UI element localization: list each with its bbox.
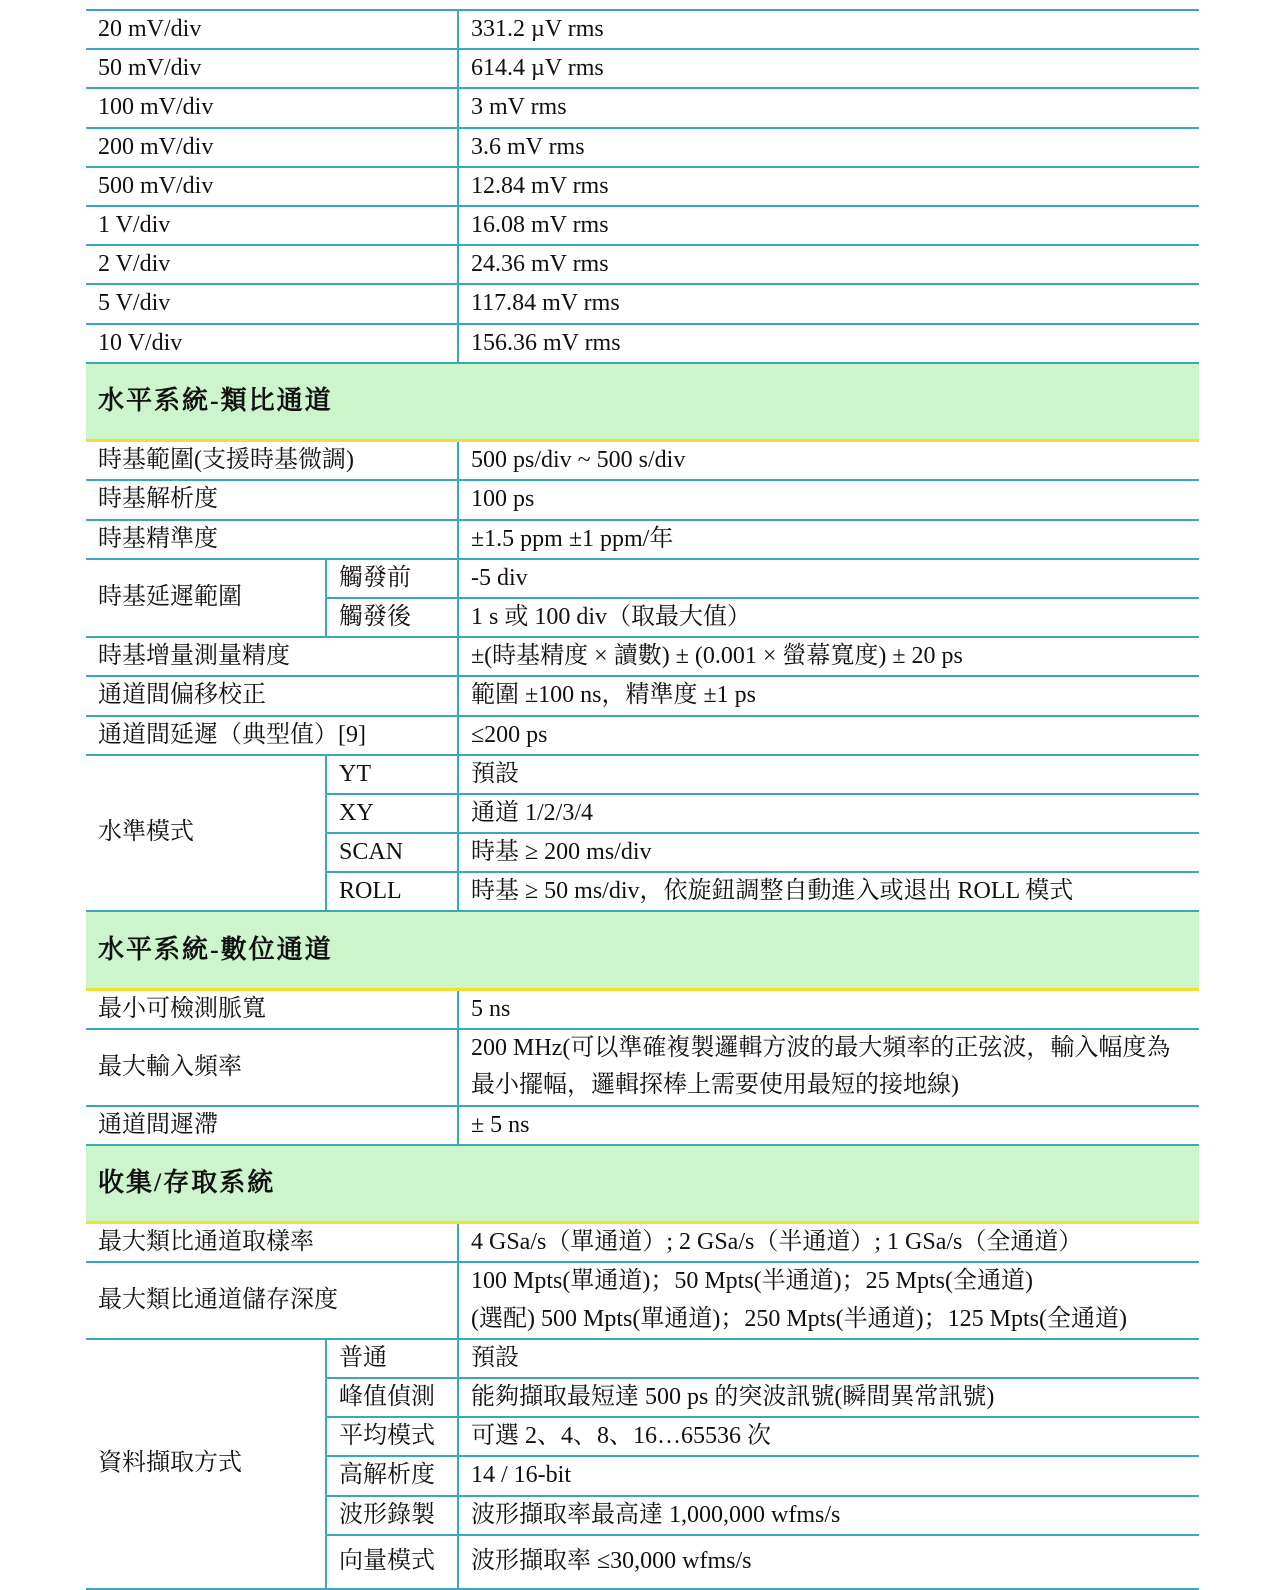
table-row [86,637,1199,676]
row-value: 14 / 16-bit [458,1456,1199,1495]
table-row [86,88,1199,127]
row-value: 331.2 µV rms [458,10,1199,49]
row-value: 5 ns [458,989,1199,1029]
table-row [86,206,1199,245]
row-value: 可選 2、4、8、16…65536 次 [458,1417,1199,1456]
row-value: 時基 ≥ 200 ms/div [458,833,1199,872]
row-subkey: 觸發前 [326,559,458,598]
row-key: 時基解析度 [86,480,458,519]
section-title: 水平系統-類比通道 [86,363,1199,441]
table-row [86,10,1199,49]
table-row [86,324,1199,363]
row-value: 時基 ≥ 50 ms/div，依旋鈕調整自動進入或退出 ROLL 模式 [458,872,1199,911]
row-key: 最大類比通道儲存深度 [86,1262,458,1338]
row-value: 3 mV rms [458,88,1199,127]
row-key: 通道間遲滯 [86,1106,458,1145]
row-key: 500 mV/div [86,167,458,206]
row-value: 通道 1/2/3/4 [458,794,1199,833]
table-row [86,520,1199,559]
row-value: 117.84 mV rms [458,284,1199,323]
row-subkey: 平均模式 [326,1417,458,1456]
row-value: 波形擷取率 ≤30,000 wfms/s [458,1535,1199,1589]
row-key: 時基精準度 [86,520,458,559]
row-value: 波形擷取率最高達 1,000,000 wfms/s [458,1496,1199,1535]
row-value: 12.84 mV rms [458,167,1199,206]
table-row [86,128,1199,167]
table-row [86,480,1199,519]
row-value: 預設 [458,755,1199,794]
row-key: 100 mV/div [86,88,458,127]
row-value-line: 100 Mpts(單通道)；50 Mpts(半通道)；25 Mpts(全通道) [471,1268,1033,1295]
row-value [458,1262,1199,1338]
row-key: 資料擷取方式 [86,1339,326,1589]
table-row [86,245,1199,284]
section-header [86,911,1199,989]
row-value: 3.6 mV rms [458,128,1199,167]
row-value: 能夠擷取最短達 500 ps 的突波訊號(瞬間異常訊號) [458,1378,1199,1417]
table-row [86,284,1199,323]
section-title: 水平系統-數位通道 [86,911,1199,989]
row-value: 1 s 或 100 div（取最大值） [458,598,1199,637]
row-value: -5 div [458,559,1199,598]
row-key: 1 V/div [86,206,458,245]
table-row [86,1029,1199,1105]
row-key: 時基延遲範圍 [86,559,326,637]
row-subkey: 峰值偵測 [326,1378,458,1417]
section-header [86,1145,1199,1223]
row-value: 200 MHz(可以準確複製邏輯方波的最大頻率的正弦波，輸入幅度為最小擺幅，邏輯探棒上需要使用最短的接地線) [458,1029,1199,1105]
row-value: ±1.5 ppm ±1 ppm/年 [458,520,1199,559]
row-key: 時基範圍(支援時基微調) [86,441,458,481]
row-value: ± 5 ns [458,1106,1199,1145]
table-row [86,1106,1199,1145]
row-value-line: (選配) 500 Mpts(單通道)；250 Mpts(半通道)；125 Mpts(全通道) [471,1305,1127,1332]
row-subkey: ROLL [326,872,458,911]
row-value: 614.4 µV rms [458,49,1199,88]
row-key: 通道間延遲（典型值）[9] [86,716,458,755]
row-value: 100 ps [458,480,1199,519]
table-row [86,1223,1199,1263]
row-key: 通道間偏移校正 [86,676,458,715]
spec-table [86,9,1199,1590]
table-row [86,49,1199,88]
row-key: 最大輸入頻率 [86,1029,458,1105]
row-value: 156.36 mV rms [458,324,1199,363]
row-value: ≤200 ps [458,716,1199,755]
section-title: 收集/存取系統 [86,1145,1199,1223]
table-row [86,989,1199,1029]
row-subkey: 波形錄製 [326,1496,458,1535]
row-value: 4 GSa/s（單通道）; 2 GSa/s（半通道）; 1 GSa/s（全通道） [458,1223,1199,1263]
row-key: 最大類比通道取樣率 [86,1223,458,1263]
row-subkey: 高解析度 [326,1456,458,1495]
row-subkey: 普通 [326,1339,458,1378]
row-subkey: 觸發後 [326,598,458,637]
table-row [86,716,1199,755]
row-value: 500 ps/div ~ 500 s/div [458,441,1199,481]
row-key: 5 V/div [86,284,458,323]
table-row [86,676,1199,715]
row-key: 2 V/div [86,245,458,284]
row-subkey: XY [326,794,458,833]
row-key: 最小可檢測脈寬 [86,989,458,1029]
table-row [86,1339,1199,1378]
row-key: 20 mV/div [86,10,458,49]
table-row [86,1262,1199,1338]
row-value: 24.36 mV rms [458,245,1199,284]
row-value: 16.08 mV rms [458,206,1199,245]
row-key: 10 V/div [86,324,458,363]
row-key: 時基增量測量精度 [86,637,458,676]
row-key: 水準模式 [86,755,326,912]
row-key: 50 mV/div [86,49,458,88]
table-row [86,755,1199,794]
table-row [86,441,1199,481]
row-value: 預設 [458,1339,1199,1378]
row-key: 200 mV/div [86,128,458,167]
table-row [86,167,1199,206]
row-value: 範圍 ±100 ns，精準度 ±1 ps [458,676,1199,715]
row-subkey: YT [326,755,458,794]
row-subkey: SCAN [326,833,458,872]
table-row [86,559,1199,598]
section-header [86,363,1199,441]
row-value: ±(時基精度 × 讀數) ± (0.001 × 螢幕寬度) ± 20 ps [458,637,1199,676]
row-subkey: 向量模式 [326,1535,458,1589]
